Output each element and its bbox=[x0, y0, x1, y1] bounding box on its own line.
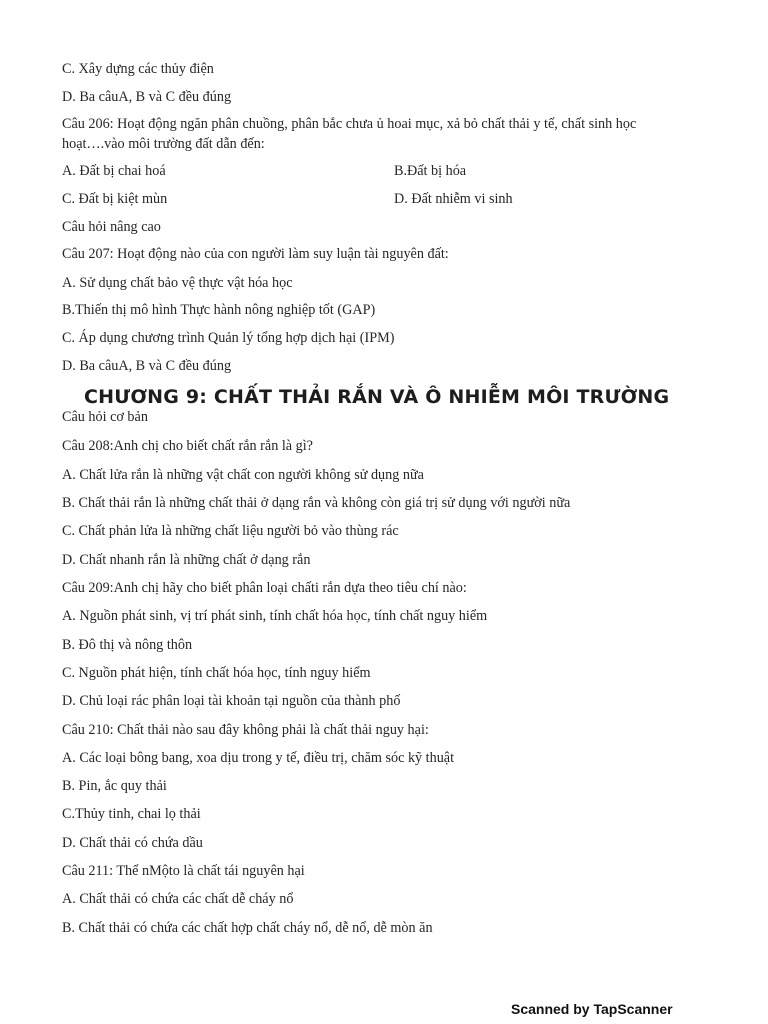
q208-option-b: B. Chất thải rắn là những chất thải ở dạng rắn và không còn giá trị sử dụng với người nữa bbox=[62, 495, 571, 511]
q210-option-b: B. Pin, ắc quy thải bbox=[62, 778, 167, 794]
q209-option-c: C. Nguồn phát hiện, tính chất hóa học, tính nguy hiểm bbox=[62, 665, 371, 681]
q207-option-a: A. Sử dụng chất bảo vệ thực vật hóa học bbox=[62, 275, 293, 291]
q210-option-d: D. Chất thải có chứa dầu bbox=[62, 835, 203, 851]
question-206-continued: hoạt….vào môi trường đất dẫn đến: bbox=[62, 136, 265, 152]
q210-option-a: A. Các loại bông bang, xoa dịu trong y tế, điều trị, chăm sóc kỹ thuật bbox=[62, 750, 455, 766]
q208-option-a: A. Chất lửa rắn là những vật chất con người không sử dụng nữa bbox=[62, 467, 424, 483]
question-211: Câu 211: Thể nMộto là chất tái nguyên hại bbox=[62, 863, 305, 879]
option-c-prev: C. Xây dựng các thủy điện bbox=[62, 61, 214, 77]
q209-option-d: D. Chủ loại rác phân loại tài khoản tại nguồn của thành phố bbox=[62, 693, 401, 709]
question-207: Câu 207: Hoạt động nào của con người làm suy luận tài nguyên đất: bbox=[62, 246, 449, 262]
q207-option-d: D. Ba câuA, B và C đều đúng bbox=[62, 358, 232, 374]
q207-option-c: C. Áp dụng chương trình Quản lý tổng hợp dịch hại (IPM) bbox=[62, 330, 395, 346]
chapter-title: CHƯƠNG 9: CHẤT THẢI RẮN VÀ Ô NHIỄM MÔI TRƯỜNG bbox=[84, 386, 670, 408]
q206-option-b: B.Đất bị hóa bbox=[394, 163, 467, 179]
q206-option-d: D. Đất nhiễm vi sinh bbox=[394, 191, 513, 207]
q206-option-c: C. Đất bị kiệt mùn bbox=[62, 191, 168, 207]
q211-option-a: A. Chất thải có chứa các chất dễ cháy nổ bbox=[62, 891, 294, 907]
q207-option-b: B.Thiến thị mô hình Thực hành nông nghiệp tốt (GAP) bbox=[62, 302, 376, 318]
q209-option-b: B. Đô thị và nông thôn bbox=[62, 637, 193, 653]
q209-option-a: A. Nguồn phát sinh, vị trí phát sinh, tính chất hóa học, tính chất nguy hiểm bbox=[62, 608, 488, 624]
section-label-basic: Câu hỏi cơ bản bbox=[62, 409, 148, 425]
q208-option-d: D. Chất nhanh rắn là những chất ở dạng rắn bbox=[62, 552, 311, 568]
question-209: Câu 209:Anh chị hãy cho biết phân loại chấti rắn dựa theo tiêu chí nào: bbox=[62, 580, 467, 596]
q210-option-c: C.Thủy tinh, chai lọ thải bbox=[62, 806, 201, 822]
scanner-watermark: Scanned by TapScanner bbox=[511, 1001, 673, 1017]
question-210: Câu 210: Chất thải nào sau đây không phải là chất thải nguy hại: bbox=[62, 722, 429, 738]
q211-option-b: B. Chất thải có chứa các chất hợp chất cháy nổ, dễ nổ, dễ mòn ăn bbox=[62, 920, 433, 936]
section-label-advanced: Câu hỏi nâng cao bbox=[62, 219, 161, 235]
q208-option-c: C. Chất phản lửa là những chất liệu người bỏ vào thùng rác bbox=[62, 523, 399, 539]
question-208: Câu 208:Anh chị cho biết chất rắn rắn là gì? bbox=[62, 438, 313, 454]
question-206: Câu 206: Hoạt động ngăn phân chuồng, phân bắc chưa ủ hoai mục, xả bỏ chất thải y tế, chất sinh học bbox=[62, 116, 637, 132]
q206-option-a: A. Đất bị chai hoá bbox=[62, 163, 166, 179]
option-d-prev: D. Ba câuA, B và C đều đúng bbox=[62, 89, 232, 105]
